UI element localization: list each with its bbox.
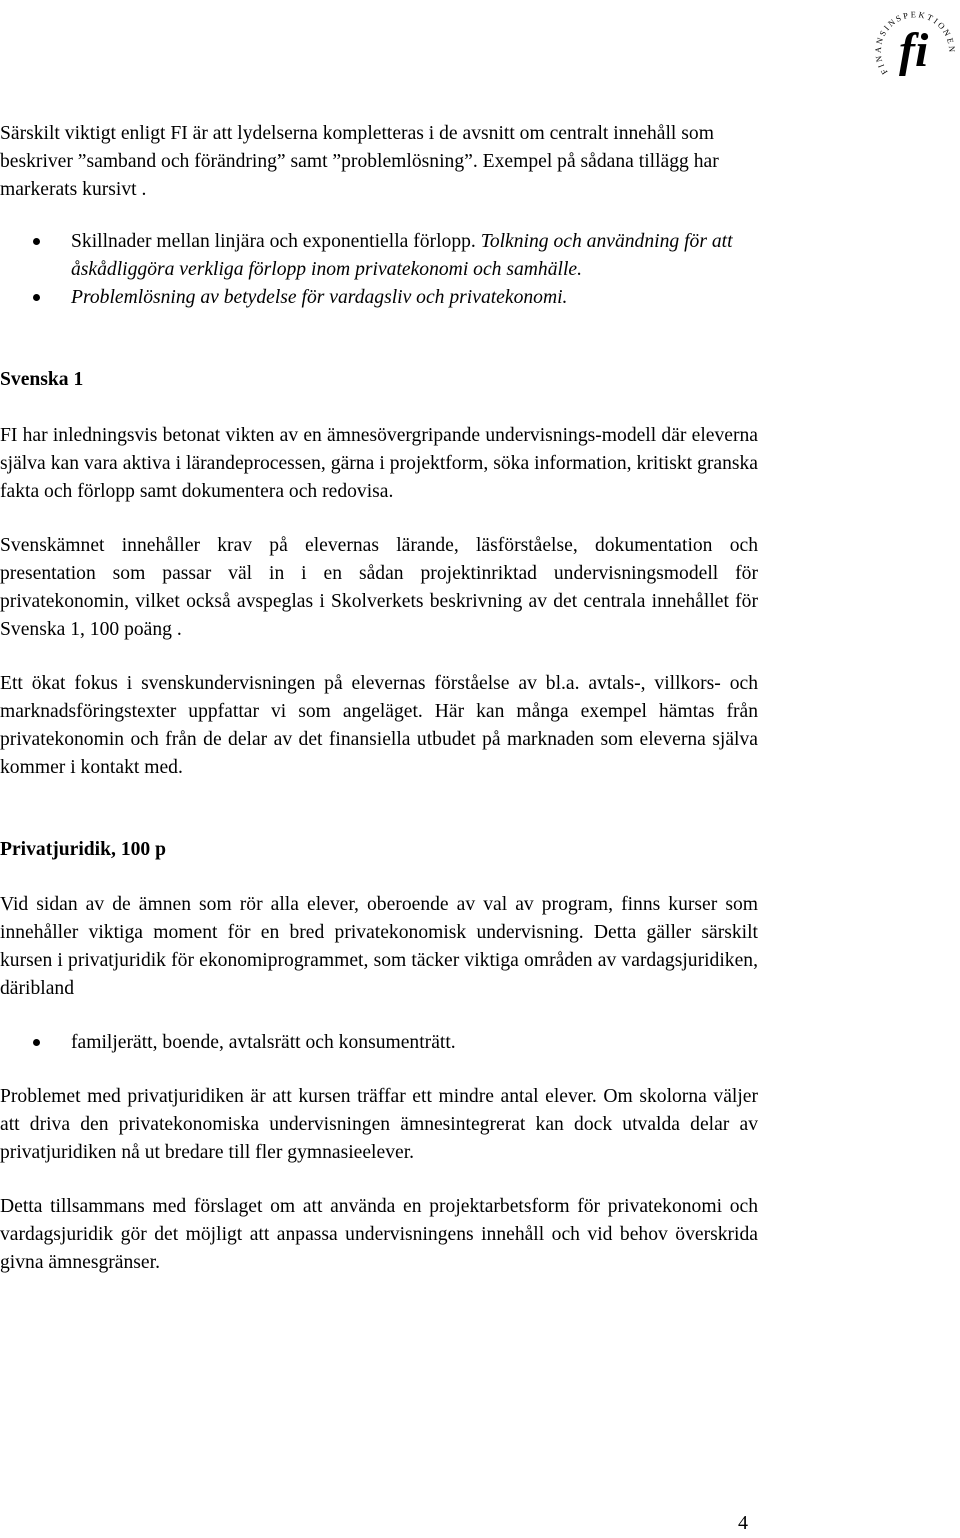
bullet-dot bbox=[33, 1039, 40, 1046]
law-areas-text: familjerätt, boende, avtalsrätt och konsumenträtt. bbox=[71, 1032, 456, 1053]
svenska-paragraph-3: Ett ökat fokus i svenskundervisningen på elevernas förståelse av bl.a. avtals-, villkors- och marknadsföringstexter uppfattar vi som angeläget. Här kan många exempel hämtas från privatekonomin och från de delar av det finansiella utbudet på marknaden som eleverna själva kommer i kontakt med. bbox=[0, 673, 758, 778]
document-body bbox=[0, 120, 758, 1303]
law-areas-bullet-list bbox=[0, 1029, 758, 1057]
bullet-2-italic: Problemlösning av betydelse för vardagsliv och privatekonomi. bbox=[71, 287, 568, 308]
logo-monogram: fi bbox=[899, 24, 929, 77]
privatjuridik-paragraph-3: Detta tillsammans med förslaget om att använda en projektarbetsform för privatekonomi och vardagsjuridik gör det möjligt att anpassa undervisningens innehåll och vid behov överskrida givna ämnesgränser. bbox=[0, 1196, 758, 1273]
bullet-1-plain: Skillnader mellan linjära och exponentiella förlopp. bbox=[71, 231, 481, 252]
bullet-dot bbox=[33, 238, 40, 245]
privatjuridik-paragraph-2: Problemet med privatjuridiken är att kursen träffar ett mindre antal elever. Om skolorna väljer att driva den privatekonomiska undervisningen ämnesintegrerat kan dock utvalda delar av privatjuridiken nå ut bredare till fler gymnasieelever. bbox=[0, 1086, 758, 1163]
bullet-dot bbox=[33, 294, 40, 301]
bullet-item-1 bbox=[0, 228, 758, 284]
svenska-heading: Svenska 1 bbox=[0, 369, 84, 390]
privatjuridik-paragraph-1: Vid sidan av de ämnen som rör alla elever, oberoende av val av program, finns kurser som innehåller viktiga moment för en bred privatekonomisk undervisning. Detta gäller särskilt kursen i privatjuridik för ekonomiprogrammet, som täcker viktiga områden av vardagsjuridiken, däribland bbox=[0, 894, 758, 999]
page-number: 4 bbox=[738, 1512, 748, 1534]
finansinspektionen-logo bbox=[872, 0, 960, 88]
bullet-item-law bbox=[0, 1029, 758, 1057]
svenska-paragraph-2: Svenskämnet innehåller krav på elevernas lärande, läsförståelse, dokumentation och presentation som passar väl in i en sådan projektinriktad undervisningsmodell för privatekonomin, vilket också avspeglas i Skolverkets beskrivning av det centrala innehållet för Svenska 1, 100 poäng . bbox=[0, 535, 758, 640]
focus-bullet-list bbox=[0, 228, 758, 312]
intro-paragraph: Särskilt viktigt enligt FI är att lydelserna kompletteras i de avsnitt om centralt innehåll som beskriver ”samband och förändring” samt ”problemlösning”. Exempel på sådana tillägg har markerats kursivt . bbox=[0, 123, 719, 200]
bullet-1-italic: Tolkning och användning för att åskådliggöra verkliga förlopp inom privatekonomi och samhälle. bbox=[71, 231, 733, 280]
logo-arc-text: FINANSINSPEKTIONEN bbox=[872, 9, 958, 77]
privatjuridik-heading: Privatjuridik, 100 p bbox=[0, 839, 167, 860]
svenska-paragraph-1: FI har inledningsvis betonat vikten av en ämnesövergripande undervisnings-modell där eleverna själva kan vara aktiva i lärandeprocessen, gärna i projektform, söka information, kritiskt granska fakta och förlopp samt dokumentera och redovisa. bbox=[0, 425, 758, 502]
bullet-item-2 bbox=[0, 284, 758, 312]
